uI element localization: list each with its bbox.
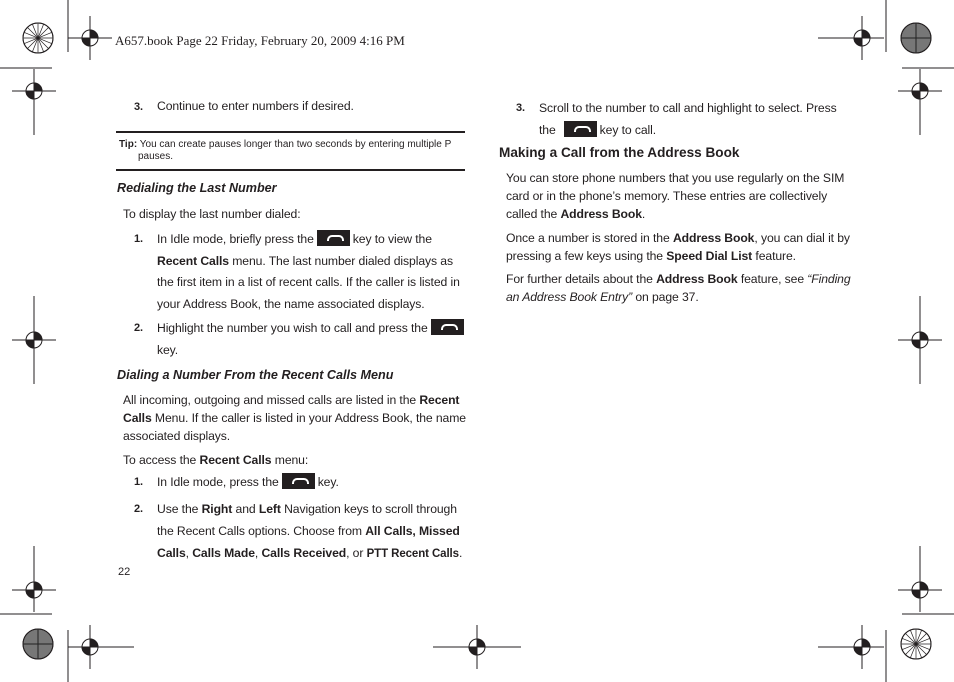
crosshair-left-upper xyxy=(12,69,56,135)
crosshair-left-lower xyxy=(12,546,56,612)
address-paragraph-1: You can store phone numbers that you use regularly on the SIM card or in the phone’s memory. These entries are collectively called the Address Book. xyxy=(506,171,845,221)
tip-top-rule xyxy=(116,131,465,133)
address-paragraph-3: For further details about the Address Book feature, see “Finding an Address Book Entry” on page 37. xyxy=(506,272,851,304)
tip-box: Tip: You can create pauses longer than two seconds by entering multiple P pauses. xyxy=(119,139,452,162)
send-key-icon xyxy=(431,319,464,335)
crosshair-left-middle xyxy=(12,296,56,384)
address-paragraph-2: Once a number is stored in the Address Book, you can dial it by pressing a few keys using the Speed Dial List feature. xyxy=(506,231,850,263)
crosshair-right-lower xyxy=(898,546,942,612)
crosshair-top-left xyxy=(68,16,112,60)
section-heading-recent-calls: Dialing a Number From the Recent Calls Menu xyxy=(117,368,394,382)
send-key-icon xyxy=(317,230,350,246)
rosette-bottom-right xyxy=(901,629,931,659)
crosshair-bottom-right xyxy=(818,625,884,669)
rosette-top-left xyxy=(23,23,53,53)
send-key-icon xyxy=(564,121,597,137)
crosshair-bottom-center xyxy=(433,625,521,669)
crosshair-bottom-left xyxy=(68,625,134,669)
section-heading-address-book: Making a Call from the Address Book xyxy=(499,145,740,160)
crosshair-top-right xyxy=(818,16,884,60)
crosshair-right-middle xyxy=(898,296,942,384)
redial-intro: To display the last number dialed: xyxy=(123,207,301,221)
rosette-top-right xyxy=(901,23,931,53)
crosshair-right-upper xyxy=(898,69,942,135)
section-heading-redial: Redialing the Last Number xyxy=(117,181,277,195)
recent-step-1: 1. In Idle mode, press the key. xyxy=(134,475,339,489)
recent-step-2: 2. Use the Right and Left Navigation keys to scroll through the Recent Calls options. Choose from All Calls, Missed Calls, Calls Made, Calls Received, or PTT Recent Calls. xyxy=(134,502,463,560)
send-key-icon xyxy=(282,473,315,489)
step-3-right: 3. Scroll to the number to call and highlight to select. Press the key to call. xyxy=(516,101,837,137)
print-header: A657.book Page 22 Friday, February 20, 2009 4:16 PM xyxy=(115,33,405,48)
page-number: 22 xyxy=(118,566,131,578)
tip-bottom-rule xyxy=(116,169,465,171)
recent-paragraph-1: All incoming, outgoing and missed calls are listed in the Recent Calls Menu. If the caller is listed in your Address Book, the name associated displays. xyxy=(123,393,466,443)
rosette-bottom-left xyxy=(23,629,53,659)
redial-step-1: 1. In Idle mode, briefly press the key to view the Recent Calls menu. The last number dialed displays as the first item in a list of recent calls. If the caller is listed in your Address Book, the name associated displays. xyxy=(134,232,460,311)
step-3-left: 3. Continue to enter numbers if desired. xyxy=(134,99,354,113)
recent-paragraph-2: To access the Recent Calls menu: xyxy=(123,453,309,467)
redial-step-2: 2. Highlight the number you wish to call and press the key. xyxy=(134,318,474,361)
